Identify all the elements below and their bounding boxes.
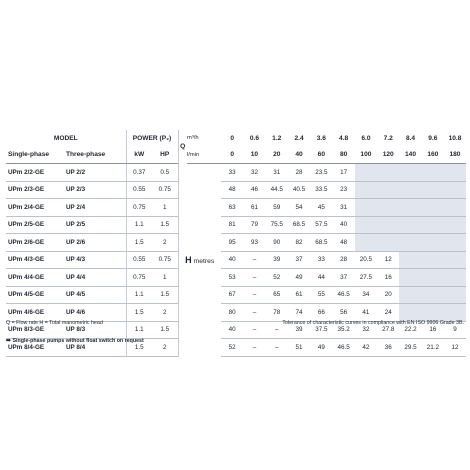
head-value: 17 <box>332 164 354 182</box>
head-value: 22.2 <box>399 321 421 339</box>
head-value: 65 <box>266 286 288 304</box>
head-value: 27.8 <box>377 321 399 339</box>
head-value: – <box>243 269 265 287</box>
flow-m3h-6: 6.0 <box>355 130 377 147</box>
flow-lmin-8: 140 <box>399 147 421 164</box>
three-phase-model: UP 4/6 <box>64 304 126 322</box>
head-value: 33.5 <box>310 181 332 199</box>
power-hp: 1 <box>152 269 178 287</box>
head-value: 95 <box>221 234 243 252</box>
head-value: 48 <box>332 234 354 252</box>
flow-q-symbol: Q <box>178 130 187 164</box>
head-value: 61 <box>288 286 310 304</box>
flow-lmin-0: 0 <box>221 147 243 164</box>
head-value: 54 <box>288 199 310 217</box>
float-switch-note <box>6 337 144 344</box>
table-row <box>6 269 466 287</box>
head-value: 42 <box>355 339 377 357</box>
head-value: 39 <box>266 251 288 269</box>
head-value: 48 <box>221 181 243 199</box>
kw-header: kW <box>126 147 152 164</box>
table-row <box>6 164 466 182</box>
head-value: 53 <box>221 269 243 287</box>
head-value <box>399 269 421 287</box>
table-row <box>6 234 466 252</box>
head-value <box>355 164 377 182</box>
head-value <box>377 181 399 199</box>
power-hp: 0.5 <box>152 164 178 182</box>
head-value: 16 <box>377 269 399 287</box>
head-value: 41 <box>355 304 377 322</box>
head-value: 36 <box>377 339 399 357</box>
power-kw: 0.75 <box>126 199 152 217</box>
head-value: 23 <box>332 181 354 199</box>
single-phase-model: UPm 8/3-GE <box>6 321 64 339</box>
head-value <box>399 164 421 182</box>
head-value: – <box>243 251 265 269</box>
head-value <box>399 234 421 252</box>
flow-lmin-9: 160 <box>422 147 444 164</box>
head-value: 45 <box>310 199 332 217</box>
head-value <box>422 234 444 252</box>
three-phase-model: UP 4/5 <box>64 286 126 304</box>
head-value: 37 <box>332 269 354 287</box>
head-value: – <box>243 339 265 357</box>
flow-lmin-7: 120 <box>377 147 399 164</box>
single-phase-model: UPm 2/6-GE <box>6 234 64 252</box>
head-value: 40 <box>221 321 243 339</box>
flow-m3h-3: 2.4 <box>288 130 310 147</box>
unit-lmin: l/min <box>187 147 221 164</box>
head-value <box>355 199 377 217</box>
head-value <box>377 216 399 234</box>
head-value: 55 <box>310 286 332 304</box>
head-value: 16 <box>422 321 444 339</box>
head-value <box>422 251 444 269</box>
single-phase-model: UPm 4/4-GE <box>6 269 64 287</box>
power-header: POWER (P₂) <box>126 130 178 147</box>
head-value: 68.5 <box>310 234 332 252</box>
head-value <box>399 216 421 234</box>
head-value: 75.5 <box>266 216 288 234</box>
three-phase-model: UP 8/3 <box>64 321 126 339</box>
head-value: 56 <box>332 304 354 322</box>
flow-lmin-1: 10 <box>243 147 265 164</box>
head-label-cell <box>178 164 221 357</box>
tolerance-note: Tolerance of characteristic curves in compliance with EN ISO 9906 Grade 3B. <box>282 320 464 326</box>
head-value: 9 <box>444 321 466 339</box>
head-value: 35.2 <box>332 321 354 339</box>
head-value: 32 <box>355 321 377 339</box>
head-value: 93 <box>243 234 265 252</box>
float-switch-text: Single-phase pumps without float switch on request <box>12 338 144 344</box>
power-kw: 0.37 <box>126 164 152 182</box>
header-row-bottom <box>6 147 466 164</box>
power-hp: 1.5 <box>152 216 178 234</box>
head-value: – <box>243 321 265 339</box>
head-value: 31 <box>332 199 354 217</box>
head-value <box>444 251 466 269</box>
header-row-top <box>6 130 466 147</box>
single-phase-model: UPm 4/3-GE <box>6 251 64 269</box>
head-value: 21.2 <box>422 339 444 357</box>
head-unit: metres <box>193 258 215 265</box>
head-value: – <box>266 321 288 339</box>
three-phase-model: UP 2/2 <box>64 164 126 182</box>
power-kw: 1.1 <box>126 286 152 304</box>
head-value <box>399 199 421 217</box>
head-value: 44.5 <box>266 181 288 199</box>
head-value: 46.5 <box>332 286 354 304</box>
head-value: 37 <box>288 251 310 269</box>
single-phase-model: UPm 8/4-GE <box>6 339 64 357</box>
power-kw: 0.55 <box>126 181 152 199</box>
table-row <box>6 199 466 217</box>
table-row <box>6 216 466 234</box>
head-value: 27.5 <box>355 269 377 287</box>
single-phase-model: UPm 2/5-GE <box>6 216 64 234</box>
head-value <box>422 199 444 217</box>
table-row <box>6 251 466 269</box>
head-value: 52 <box>266 269 288 287</box>
head-value: 29.5 <box>399 339 421 357</box>
three-phase-header: Three-phase <box>64 147 126 164</box>
head-value: 52 <box>221 339 243 357</box>
single-phase-model: UPm 4/6-GE <box>6 304 64 322</box>
head-value: – <box>243 304 265 322</box>
head-value <box>422 286 444 304</box>
head-value: – <box>243 286 265 304</box>
power-hp: 1.5 <box>152 286 178 304</box>
single-phase-model: UPm 2/2-GE <box>6 164 64 182</box>
power-kw: 1.1 <box>126 216 152 234</box>
power-kw: 1.5 <box>126 339 152 357</box>
head-value <box>355 234 377 252</box>
head-value: 28 <box>332 251 354 269</box>
head-value: 40.5 <box>288 181 310 199</box>
head-value <box>355 216 377 234</box>
head-value <box>399 181 421 199</box>
head-value: 78 <box>266 304 288 322</box>
head-value <box>444 216 466 234</box>
head-value <box>444 234 466 252</box>
head-value <box>444 199 466 217</box>
head-value: 82 <box>288 234 310 252</box>
head-value: 90 <box>266 234 288 252</box>
head-value: 39 <box>288 321 310 339</box>
head-value: 63 <box>221 199 243 217</box>
flow-m3h-9: 9.6 <box>422 130 444 147</box>
power-hp: 0.75 <box>152 251 178 269</box>
head-value: 33 <box>310 251 332 269</box>
table-row <box>6 304 466 322</box>
head-value: 80 <box>221 304 243 322</box>
head-value: 57.5 <box>310 216 332 234</box>
head-value: 46.5 <box>332 339 354 357</box>
head-value <box>444 286 466 304</box>
single-phase-model: UPm 2/3-GE <box>6 181 64 199</box>
flow-lmin-6: 100 <box>355 147 377 164</box>
head-value <box>422 269 444 287</box>
three-phase-model: UP 4/4 <box>64 269 126 287</box>
head-value: 12 <box>444 339 466 357</box>
head-value: 59 <box>266 199 288 217</box>
hp-header: HP <box>152 147 178 164</box>
power-kw: 1.1 <box>126 321 152 339</box>
head-value: 40 <box>221 251 243 269</box>
head-value <box>444 164 466 182</box>
head-value: 49 <box>288 269 310 287</box>
three-phase-model: UP 4/3 <box>64 251 126 269</box>
head-value: 66 <box>310 304 332 322</box>
power-hp: 2 <box>152 304 178 322</box>
three-phase-model: UP 2/6 <box>64 234 126 252</box>
head-value <box>377 164 399 182</box>
single-phase-header: Single-phase <box>6 147 64 164</box>
head-value: 81 <box>221 216 243 234</box>
head-value: 37.5 <box>310 321 332 339</box>
head-value: 74 <box>288 304 310 322</box>
head-value: 46 <box>243 181 265 199</box>
power-kw: 0.75 <box>126 269 152 287</box>
power-hp: 0.75 <box>152 181 178 199</box>
head-value <box>422 181 444 199</box>
flow-m3h-2: 1.2 <box>266 130 288 147</box>
head-value <box>377 199 399 217</box>
power-hp: 2 <box>152 234 178 252</box>
flow-m3h-0: 0 <box>221 130 243 147</box>
three-phase-model: UP 2/3 <box>64 181 126 199</box>
head-value: 23.5 <box>310 164 332 182</box>
head-value: 67 <box>221 286 243 304</box>
flow-m3h-8: 8.4 <box>399 130 421 147</box>
head-value: 51 <box>288 339 310 357</box>
table-row <box>6 286 466 304</box>
flow-lmin-3: 40 <box>288 147 310 164</box>
head-value <box>444 304 466 322</box>
head-value: 24 <box>377 304 399 322</box>
head-value <box>422 164 444 182</box>
three-phase-model: UP 2/4 <box>64 199 126 217</box>
head-value <box>422 216 444 234</box>
head-value: 49 <box>310 339 332 357</box>
power-hp: 1 <box>152 199 178 217</box>
head-value: 40 <box>332 216 354 234</box>
head-value: 79 <box>243 216 265 234</box>
power-hp: 1.5 <box>152 321 178 339</box>
head-value: 31 <box>266 164 288 182</box>
flow-m3h-7: 7.2 <box>377 130 399 147</box>
flow-lmin-2: 20 <box>266 147 288 164</box>
head-value <box>399 251 421 269</box>
head-value: 68.5 <box>288 216 310 234</box>
arrow-icon: ➠ <box>6 338 12 344</box>
flow-m3h-10: 10.8 <box>444 130 466 147</box>
power-kw: 1.5 <box>126 304 152 322</box>
head-value: 32 <box>243 164 265 182</box>
head-value: 44 <box>310 269 332 287</box>
head-value <box>422 304 444 322</box>
table-row <box>6 181 466 199</box>
power-kw: 0.55 <box>126 251 152 269</box>
head-value <box>399 286 421 304</box>
flow-m3h-4: 3.6 <box>310 130 332 147</box>
model-header: MODEL <box>6 130 126 147</box>
head-value <box>444 269 466 287</box>
head-value: 61 <box>243 199 265 217</box>
head-value: 20.5 <box>355 251 377 269</box>
head-value <box>399 304 421 322</box>
flow-m3h-5: 4.8 <box>332 130 354 147</box>
head-value: 34 <box>355 286 377 304</box>
head-symbol: H <box>185 255 192 265</box>
flow-lmin-5: 80 <box>332 147 354 164</box>
single-phase-model: UPm 2/4-GE <box>6 199 64 217</box>
flow-lmin-4: 60 <box>310 147 332 164</box>
flow-m3h-1: 0.6 <box>243 130 265 147</box>
unit-m3h: m³/h <box>187 130 221 147</box>
head-value: 28 <box>288 164 310 182</box>
head-value <box>444 181 466 199</box>
power-hp: 2 <box>152 339 178 357</box>
legend-note: Q = Flow rate H = Total manometric head <box>6 320 103 326</box>
flow-lmin-10: 180 <box>444 147 466 164</box>
three-phase-model: UP 8/4 <box>64 339 126 357</box>
head-value <box>355 181 377 199</box>
power-kw: 1.5 <box>126 234 152 252</box>
three-phase-model: UP 2/5 <box>64 216 126 234</box>
head-value: – <box>266 339 288 357</box>
single-phase-model: UPm 4/5-GE <box>6 286 64 304</box>
head-value: 33 <box>221 164 243 182</box>
head-value: 20 <box>377 286 399 304</box>
head-value <box>377 234 399 252</box>
head-value: 12 <box>377 251 399 269</box>
